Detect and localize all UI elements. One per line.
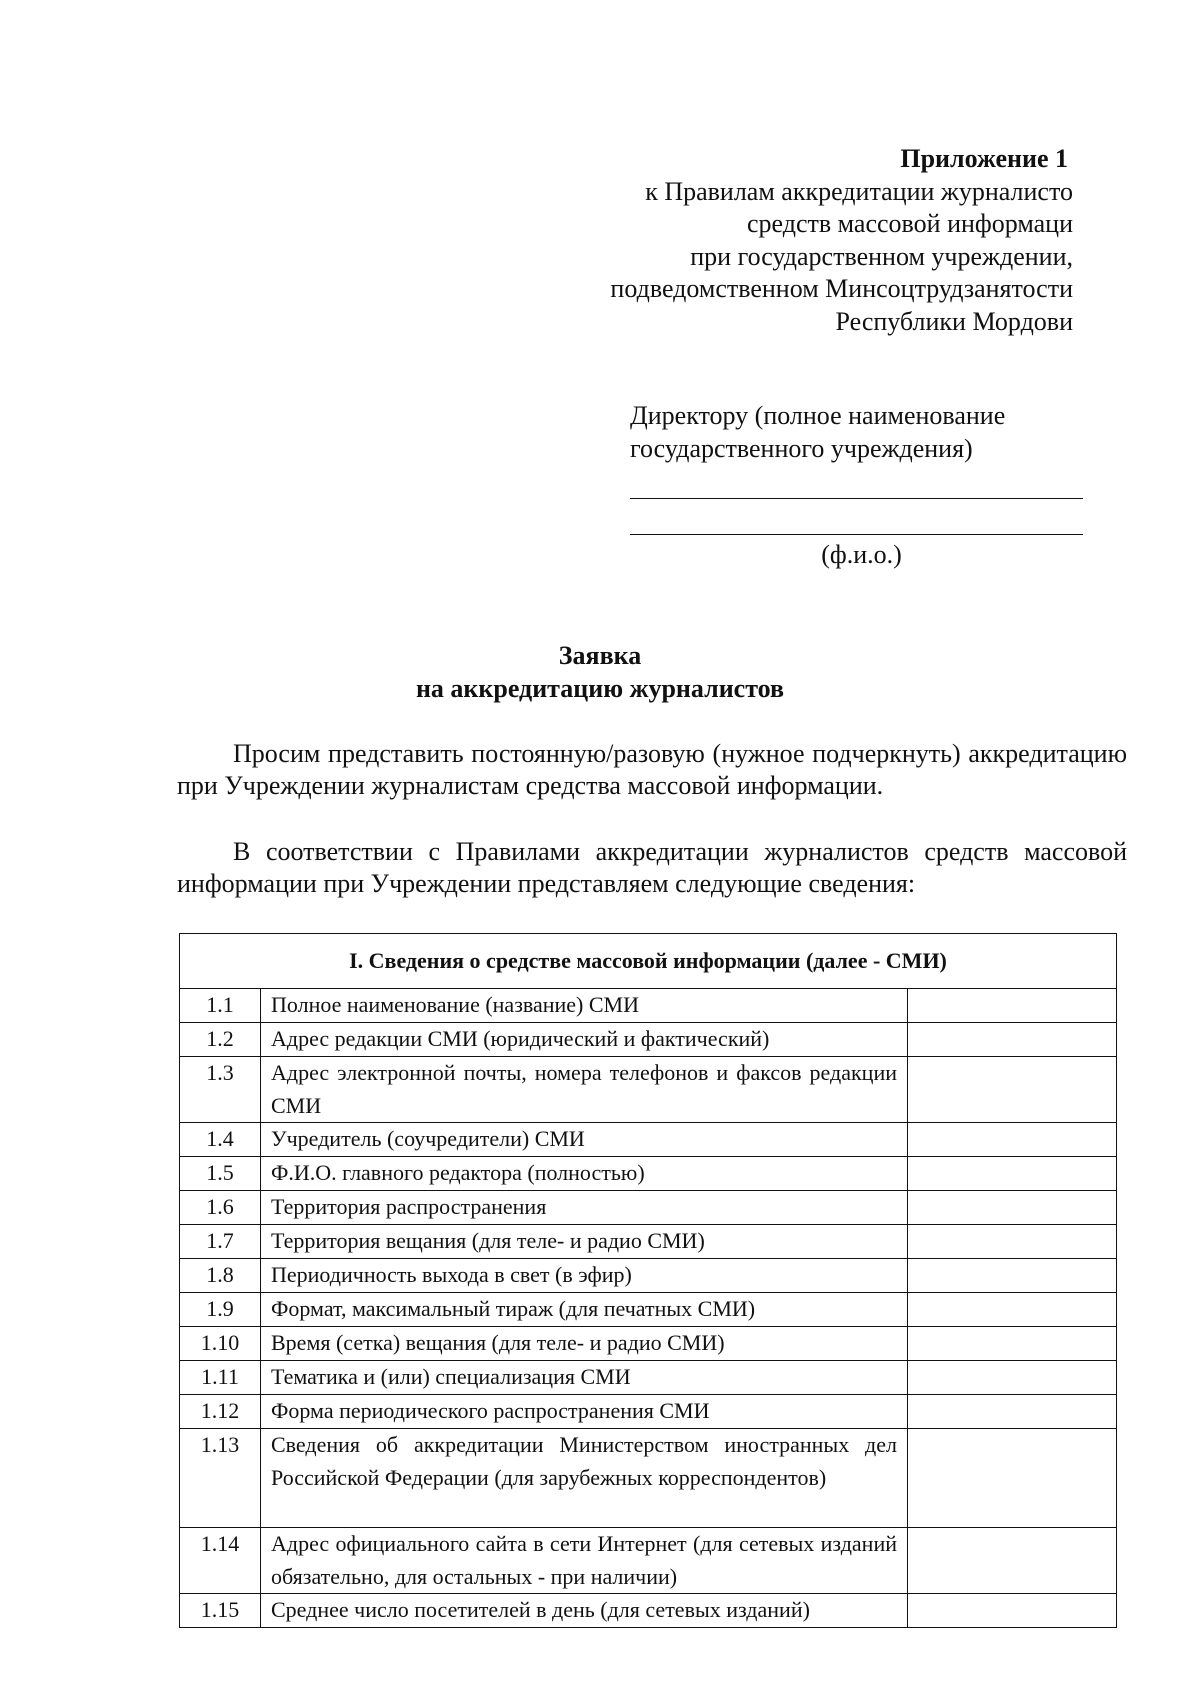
row-value-cell[interactable] bbox=[908, 1225, 1117, 1259]
row-label: Территория распространения bbox=[261, 1191, 908, 1225]
row-number: 1.10 bbox=[180, 1327, 261, 1361]
table-row bbox=[180, 1191, 1117, 1225]
paragraph bbox=[177, 836, 1127, 901]
row-label: Территория вещания (для теле- и радио СМИ) bbox=[261, 1225, 908, 1259]
table-row bbox=[180, 1327, 1117, 1361]
annex-line: при государственном учреждении, bbox=[690, 241, 1073, 271]
row-number: 1.8 bbox=[180, 1259, 261, 1293]
table-row bbox=[180, 989, 1117, 1023]
row-value-cell[interactable] bbox=[908, 1327, 1117, 1361]
row-number: 1.4 bbox=[180, 1123, 261, 1157]
row-value-cell[interactable] bbox=[908, 1293, 1117, 1327]
addressee-line: государственного учреждения) bbox=[630, 433, 973, 463]
paragraph-text: В соответствии с Правилами аккредитации журналистов средств массовой информации при Учреждении представляем следующие сведения: bbox=[177, 837, 1127, 899]
row-value-cell[interactable] bbox=[908, 1023, 1117, 1057]
row-number: 1.1 bbox=[180, 989, 261, 1023]
row-value-cell[interactable] bbox=[908, 1528, 1117, 1594]
row-number: 1.3 bbox=[180, 1057, 261, 1123]
table-row bbox=[180, 1259, 1117, 1293]
row-value-cell[interactable] bbox=[908, 1361, 1117, 1395]
row-label: Учредитель (соучредители) СМИ bbox=[261, 1123, 908, 1157]
row-value-cell[interactable] bbox=[908, 1594, 1117, 1628]
media-info-table bbox=[179, 933, 1117, 1628]
annex-line: подведомственном Минсоцтрудзанятости bbox=[610, 274, 1073, 304]
row-number: 1.9 bbox=[180, 1293, 261, 1327]
annex-line: Республики Мордови bbox=[835, 306, 1073, 336]
row-number: 1.14 bbox=[180, 1528, 261, 1594]
row-label: Адрес официального сайта в сети Интернет (для сетевых изданий обязательно, для остальных - при наличии) bbox=[261, 1528, 908, 1594]
annex-line: средств массовой информаци bbox=[747, 209, 1073, 239]
row-value-cell[interactable] bbox=[908, 1157, 1117, 1191]
row-label: Полное наименование (название) СМИ bbox=[261, 989, 908, 1023]
row-value-cell[interactable] bbox=[908, 989, 1117, 1023]
row-number: 1.5 bbox=[180, 1157, 261, 1191]
row-label: Время (сетка) вещания (для теле- и радио СМИ) bbox=[261, 1327, 908, 1361]
table-row bbox=[180, 1057, 1117, 1123]
paragraph bbox=[177, 738, 1127, 803]
row-value-cell[interactable] bbox=[908, 1429, 1117, 1528]
row-label: Адрес электронной почты, номера телефонов и факсов редакции СМИ bbox=[261, 1057, 908, 1123]
table-row bbox=[180, 1023, 1117, 1057]
row-label: Форма периодического распространения СМИ bbox=[261, 1395, 908, 1429]
row-number: 1.7 bbox=[180, 1225, 261, 1259]
row-number: 1.15 bbox=[180, 1594, 261, 1628]
row-label: Формат, максимальный тираж (для печатных СМИ) bbox=[261, 1293, 908, 1327]
fio-label: (ф.и.о.) bbox=[821, 540, 902, 569]
row-label: Сведения об аккредитации Министерством иностранных дел Российской Федерации (для зарубежных корреспондентов) bbox=[261, 1429, 908, 1528]
row-value-cell[interactable] bbox=[908, 1123, 1117, 1157]
signature-line bbox=[630, 498, 1083, 499]
row-number: 1.11 bbox=[180, 1361, 261, 1395]
table-row bbox=[180, 1395, 1117, 1429]
annex-line: к Правилам аккредитации журналисто bbox=[645, 176, 1073, 206]
document-title: Заявка bbox=[558, 641, 642, 670]
table-row bbox=[180, 1594, 1117, 1628]
row-label: Тематика и (или) специализация СМИ bbox=[261, 1361, 908, 1395]
document-subtitle: на аккредитацию журналистов bbox=[415, 674, 785, 703]
annex-block bbox=[610, 143, 1073, 339]
signature-line bbox=[630, 534, 1083, 535]
table-row bbox=[180, 1361, 1117, 1395]
table-row bbox=[180, 1157, 1117, 1191]
paragraph-text: Просим представить постоянную/разовую (нужное подчеркнуть) аккредитацию при Учреждении журналистам средства массовой информации. bbox=[177, 739, 1127, 801]
row-label: Среднее число посетителей в день (для сетевых изданий) bbox=[261, 1594, 908, 1628]
row-value-cell[interactable] bbox=[908, 1191, 1117, 1225]
table-row bbox=[180, 1293, 1117, 1327]
row-label: Адрес редакции СМИ (юридический и фактический) bbox=[261, 1023, 908, 1057]
addressee-line: Директору (полное наименование bbox=[630, 401, 1006, 430]
row-number: 1.12 bbox=[180, 1395, 261, 1429]
row-value-cell[interactable] bbox=[908, 1395, 1117, 1429]
row-value-cell[interactable] bbox=[908, 1259, 1117, 1293]
table-row bbox=[180, 1429, 1117, 1528]
row-number: 1.13 bbox=[180, 1429, 261, 1528]
table-row bbox=[180, 1123, 1117, 1157]
table-section-title: I. Сведения о средстве массовой информации (далее - СМИ) bbox=[180, 934, 1117, 989]
table-row bbox=[180, 1225, 1117, 1259]
row-label: Периодичность выхода в свет (в эфир) bbox=[261, 1259, 908, 1293]
row-value-cell[interactable] bbox=[908, 1057, 1117, 1123]
annex-title: Приложение 1 bbox=[900, 144, 1068, 173]
row-label: Ф.И.О. главного редактора (полностью) bbox=[261, 1157, 908, 1191]
row-number: 1.6 bbox=[180, 1191, 261, 1225]
row-number: 1.2 bbox=[180, 1023, 261, 1057]
addressee-block bbox=[630, 400, 1090, 465]
table-row bbox=[180, 1528, 1117, 1594]
